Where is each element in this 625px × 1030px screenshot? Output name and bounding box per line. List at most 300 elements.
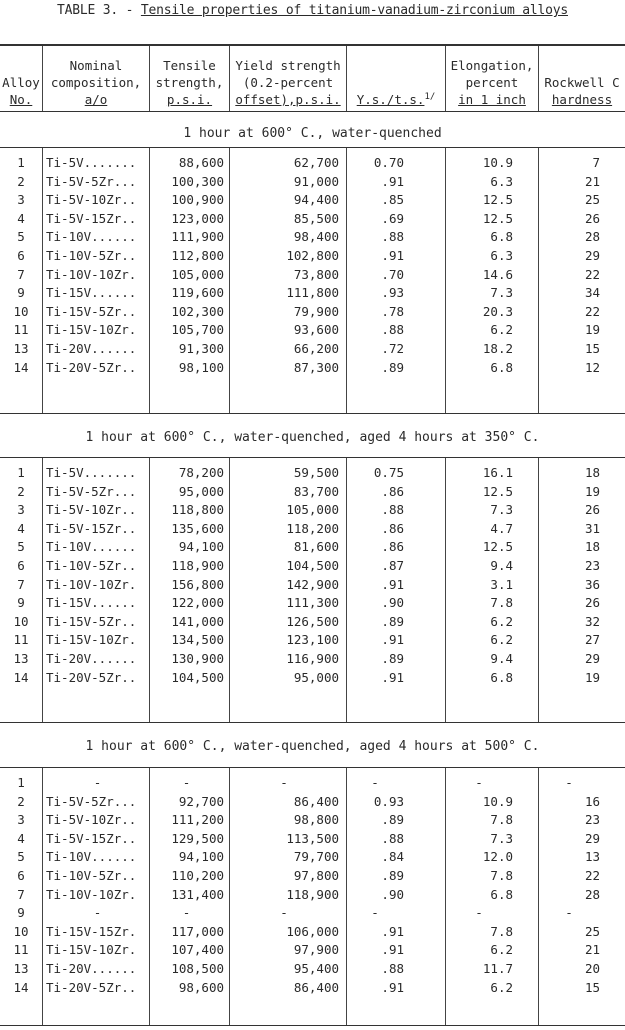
section-title: 1 hour at 600° C., water-quenched, aged 4 hours at 350° C. [85,430,540,445]
rockwell-cell: 15 [584,341,600,356]
tensile-strength-cell: 88,600 [178,155,224,170]
composition-cell: Ti-20V-5Zr.. [46,979,137,995]
tensile-strength-cell: 105,700 [171,322,224,338]
elongation-cell: 7.3 [490,502,513,518]
table-row [0,321,625,339]
table-row [0,774,625,792]
yield-strength-cell: 85,500 [293,210,339,226]
rockwell-cell: 12 [584,359,600,375]
tensile-strength-cell: 92,700 [178,793,224,809]
rockwell-cell: 19 [584,669,600,685]
composition-cell: Ti-10V-5Zr.. [46,558,137,573]
ratio-cell: .89 [381,613,404,629]
yield-strength-cell: 86,400 [293,979,339,995]
yield-strength-cell: 97,800 [293,868,339,883]
alloy-no-cell: 13 [13,341,29,356]
rockwell-cell: 29 [584,248,600,263]
tensile-strength-cell: 112,800 [171,248,224,263]
elongation-cell: 6.2 [490,322,513,338]
tensile-strength-cell: 134,500 [171,632,224,648]
table-row [0,520,625,538]
composition-cell: Ti-20V...... [46,651,137,666]
composition-cell: Ti-5V-15Zr.. [46,830,137,846]
header-line: composition, [50,75,142,90]
yield-strength-cell: 98,800 [293,812,339,828]
composition-cell: Ti-5V-5Zr... [46,173,137,189]
ratio-cell: .72 [381,341,404,356]
ratio-cell: .90 [381,886,404,902]
elongation-cell: 4.7 [490,520,513,536]
yield-strength-cell: 66,200 [293,341,339,356]
ratio-cell: .90 [381,595,404,611]
ratio-cell: - [371,775,379,790]
table-row [0,228,625,246]
table-row [0,631,625,649]
ratio-cell: .89 [381,812,404,828]
ratio-cell: .86 [381,483,404,499]
rockwell-cell: 26 [584,502,600,518]
yield-strength-cell: 95,400 [293,961,339,976]
tensile-strength-cell: 131,400 [171,886,224,902]
tensile-strength-cell: 129,500 [171,830,224,846]
section-title: 1 hour at 600° C., water-quenched, aged 4 hours at 500° C. [85,739,540,754]
rockwell-cell: 25 [584,923,600,939]
alloy-no-cell: 2 [17,793,25,809]
composition-cell: Ti-5V-10Zr.. [46,192,137,208]
composition-cell: - [93,905,102,921]
tensile-strength-cell: 123,000 [171,210,224,226]
elongation-cell: 7.3 [490,285,513,301]
tensile-strength-cell: 119,600 [171,285,224,301]
table-row [0,979,625,997]
tensile-strength-cell: 141,000 [171,613,224,629]
alloy-no-cell: 4 [17,210,25,226]
tensile-strength-cell: 100,300 [171,173,224,189]
ratio-cell: .91 [381,942,404,958]
elongation-cell: 7.8 [490,868,513,883]
yield-strength-cell: 105,000 [286,502,339,518]
header-line: Tensile [163,58,216,73]
yield-strength-cell: - [280,905,288,921]
yield-strength-cell: 111,300 [286,595,339,611]
ratio-cell: .78 [381,303,404,319]
elongation-cell: 6.2 [490,613,513,629]
alloy-no-cell: 7 [17,266,25,282]
tensile-strength-cell: 130,900 [171,651,224,666]
ratio-cell: .86 [381,520,404,536]
table-header [0,44,625,112]
elongation-cell: 12.5 [482,192,513,208]
ratio-cell: .89 [381,868,404,883]
rockwell-cell: 22 [584,868,600,883]
alloy-no-cell: 11 [13,942,29,958]
tensile-strength-cell: 104,500 [171,669,224,685]
composition-cell: Ti-20V...... [46,961,137,976]
header-line: percent [465,75,519,90]
alloy-no-cell: 9 [17,905,25,921]
ratio-cell: .88 [381,229,404,245]
composition-cell: Ti-10V-10Zr. [46,886,137,902]
elongation-cell: 9.4 [490,651,513,666]
alloy-no-cell: 5 [17,849,25,865]
table-row [0,867,625,885]
composition-cell: - [93,775,102,790]
table-row [0,538,625,556]
rockwell-cell: 22 [584,303,600,319]
tensile-strength-cell: 135,600 [171,520,224,536]
rockwell-cell: 7 [592,155,600,170]
alloy-no-cell: 3 [17,502,25,518]
ratio-cell: .91 [381,632,404,648]
tensile-strength-cell: 95,000 [178,483,224,499]
alloy-no-cell: 9 [17,285,25,301]
header-rockwell [538,46,625,111]
ratio-cell: .84 [381,849,404,865]
elongation-cell: 18.2 [482,341,513,356]
alloy-no-cell: 10 [13,613,29,629]
rockwell-cell: 15 [584,979,600,995]
composition-cell: Ti-10V-5Zr.. [46,868,137,883]
alloy-no-cell: 14 [13,359,29,375]
ratio-cell: .89 [381,651,404,666]
yield-strength-cell: 111,800 [286,285,339,301]
alloy-no-cell: 11 [13,632,29,648]
tensile-strength-cell: 122,000 [171,595,224,611]
tensile-strength-cell: 118,800 [171,502,224,518]
yield-strength-cell: 142,900 [286,576,339,592]
rockwell-cell: 36 [584,576,600,592]
table-row [0,284,625,302]
table-row [0,247,625,265]
rockwell-cell: 31 [584,520,600,536]
table-row [0,359,625,377]
composition-cell: Ti-15V-5Zr.. [46,303,137,319]
composition-cell: Ti-10V...... [46,849,137,865]
composition-cell: Ti-15V-10Zr. [46,632,137,648]
tensile-strength-cell: 111,900 [171,229,224,245]
yield-strength-cell: 97,900 [293,942,339,958]
header-line: a/o [84,92,108,107]
elongation-cell: 12.0 [482,849,513,865]
alloy-no-cell: 7 [17,886,25,902]
composition-cell: Ti-10V-5Zr.. [46,248,137,263]
yield-strength-cell: 94,400 [293,192,339,208]
elongation-cell: - [475,905,483,921]
header-line: Alloy [2,75,40,90]
tensile-strength-cell: 111,200 [171,812,224,828]
header-line: p.s.i. [166,92,213,107]
elongation-cell: 14.6 [482,266,513,282]
tensile-strength-cell: 100,900 [171,192,224,208]
alloy-no-cell: 2 [17,483,25,499]
table-section [0,457,625,723]
yield-strength-cell: 59,500 [293,465,339,480]
yield-strength-cell: 87,300 [293,359,339,375]
elongation-cell: 12.5 [482,483,513,499]
yield-strength-cell: 104,500 [286,558,339,573]
yield-strength-cell: 126,500 [286,613,339,629]
rockwell-cell: 32 [584,613,600,629]
elongation-cell: 10.9 [482,155,513,170]
yield-strength-cell: 73,800 [293,266,339,282]
tensile-strength-cell: 110,200 [171,868,224,883]
header-line: No. [9,92,33,107]
composition-cell: Ti-5V-5Zr... [46,793,137,809]
table-row [0,173,625,191]
alloy-no-cell: 5 [17,229,25,245]
header-alloy-no [0,46,42,111]
ratio-cell: .91 [381,173,404,189]
alloy-no-cell: 5 [17,539,25,555]
elongation-cell: 6.8 [490,359,513,375]
ratio-cell: .91 [381,979,404,995]
header-line [347,89,445,108]
elongation-cell: 6.3 [490,248,513,263]
header-line: (0.2-percent [242,75,334,90]
table-row [0,210,625,228]
rockwell-cell: 19 [584,322,600,338]
table-row [0,650,625,668]
elongation-cell: 11.7 [482,961,513,976]
rockwell-cell: 34 [584,285,600,301]
yield-strength-cell: 79,700 [293,849,339,865]
yield-strength-cell: 118,200 [286,520,339,536]
rockwell-cell: - [565,775,573,790]
header-line: offset),p.s.i. [235,92,341,107]
yield-strength-cell: 118,900 [286,886,339,902]
alloy-no-cell: 13 [13,651,29,666]
elongation-cell: 6.8 [490,669,513,685]
table-row [0,830,625,848]
rockwell-cell: 27 [584,632,600,648]
elongation-cell: 6.8 [490,229,513,245]
elongation-cell: 12.5 [482,210,513,226]
rockwell-cell: 25 [584,192,600,208]
ratio-cell: .85 [381,192,404,208]
ratio-cell: .89 [381,359,404,375]
composition-cell: Ti-5V-5Zr... [46,483,137,499]
table-row [0,464,625,482]
yield-strength-cell: 116,900 [286,651,339,666]
table-title-text: Tensile properties of titanium-vanadium-zirconium alloys [140,3,568,18]
tensile-strength-cell: 98,600 [178,979,224,995]
tensile-strength-cell: 91,300 [178,341,224,356]
ratio-cell: .88 [381,502,404,518]
rockwell-cell: 26 [584,595,600,611]
table-title [0,3,625,18]
ratio-cell: .88 [381,322,404,338]
yield-strength-cell: 91,000 [293,173,339,189]
yield-strength-cell: - [280,775,288,790]
header-line: Yield strength [235,58,341,73]
alloy-no-cell: 6 [17,868,25,883]
yield-strength-cell: 83,700 [293,483,339,499]
header-line: strength, [155,75,224,90]
rockwell-cell: 19 [584,483,600,499]
ratio-label: Y.s./t.s. [356,92,425,107]
rockwell-cell: 28 [584,229,600,245]
header-tensile-strength [149,46,229,111]
yield-strength-cell: 81,600 [293,539,339,555]
table-row [0,669,625,687]
alloy-no-cell: 11 [13,322,29,338]
tensile-strength-cell: 117,000 [171,923,224,939]
rockwell-cell: 16 [584,793,600,809]
composition-cell: Ti-15V...... [46,595,137,611]
table-row [0,557,625,575]
table-row [0,594,625,612]
header-yield-strength [229,46,346,111]
header-ratio [346,46,445,111]
table-row [0,848,625,866]
alloy-no-cell: 4 [17,520,25,536]
composition-cell: Ti-20V-5Zr.. [46,359,137,375]
yield-strength-cell: 102,800 [286,248,339,263]
table-row [0,501,625,519]
tensile-strength-cell: 108,500 [171,961,224,976]
tensile-strength-cell: 107,400 [171,942,224,958]
elongation-cell: - [475,775,483,790]
ratio-cell: .91 [381,576,404,592]
table-row [0,960,625,978]
ratio-cell: .88 [381,830,404,846]
elongation-cell: 20.3 [482,303,513,319]
tensile-strength-cell: - [182,905,191,921]
table-title-prefix: TABLE 3. - [57,3,141,18]
composition-cell: Ti-5V-15Zr.. [46,210,137,226]
alloy-no-cell: 6 [17,248,25,263]
composition-cell: Ti-15V-10Zr. [46,322,137,338]
ratio-cell: .93 [381,285,404,301]
table-row [0,483,625,501]
table-row [0,191,625,209]
composition-cell: Ti-10V-10Zr. [46,576,137,592]
rockwell-cell: - [565,905,573,921]
yield-strength-cell: 93,600 [293,322,339,338]
header-line: hardness [551,92,613,107]
ratio-cell: .91 [381,248,404,263]
yield-strength-cell: 62,700 [293,155,339,170]
alloy-no-cell: 9 [17,595,25,611]
ratio-cell: .70 [381,266,404,282]
alloy-no-cell: 2 [17,173,25,189]
ratio-cell: - [371,905,379,921]
alloy-no-cell: 14 [13,669,29,685]
tensile-strength-cell: - [182,775,191,790]
yield-strength-cell: 113,500 [286,830,339,846]
alloy-no-cell: 1 [17,155,25,170]
table-row [0,811,625,829]
header-line: Rockwell C [544,75,620,90]
footnote-ref: 1/ [424,91,436,102]
tensile-strength-cell: 105,000 [171,266,224,282]
composition-cell: Ti-15V-15Zr. [46,923,137,939]
yield-strength-cell: 79,900 [293,303,339,319]
ratio-cell: 0.75 [373,465,404,480]
table-section [0,147,625,414]
table-row [0,941,625,959]
tensile-strength-cell: 118,900 [171,558,224,573]
ratio-cell: 0.93 [373,793,404,809]
table-section [0,767,625,1026]
yield-strength-cell: 123,100 [286,632,339,648]
elongation-cell: 3.1 [490,576,513,592]
ratio-cell: .88 [381,961,404,976]
elongation-cell: 7.8 [490,595,513,611]
elongation-cell: 6.3 [490,173,513,189]
ratio-cell: .91 [381,923,404,939]
tensile-strength-cell: 98,100 [178,359,224,375]
alloy-no-cell: 6 [17,558,25,573]
header-line: Nominal [69,58,123,73]
header-elongation [445,46,538,111]
table-row [0,793,625,811]
rockwell-cell: 20 [584,961,600,976]
composition-cell: Ti-10V...... [46,229,137,245]
composition-cell: Ti-15V-5Zr.. [46,613,137,629]
elongation-cell: 6.2 [490,942,513,958]
rockwell-cell: 28 [584,886,600,902]
elongation-cell: 16.1 [482,465,513,480]
table-row [0,576,625,594]
rockwell-cell: 22 [584,266,600,282]
alloy-no-cell: 7 [17,576,25,592]
elongation-cell: 7.3 [490,830,513,846]
yield-strength-cell: 98,400 [293,229,339,245]
tensile-strength-cell: 94,100 [178,539,224,555]
yield-strength-cell: 106,000 [286,923,339,939]
header-line: Elongation, [450,58,534,73]
composition-cell: Ti-20V-5Zr.. [46,669,137,685]
alloy-no-cell: 10 [13,923,29,939]
tensile-strength-cell: 102,300 [171,303,224,319]
rockwell-cell: 21 [584,942,600,958]
rockwell-cell: 29 [584,651,600,666]
yield-strength-cell: 86,400 [293,793,339,809]
elongation-cell: 6.2 [490,632,513,648]
elongation-cell: 10.9 [482,793,513,809]
tensile-strength-cell: 78,200 [178,465,224,480]
header-composition [42,46,149,111]
composition-cell: Ti-5V....... [46,465,137,480]
elongation-cell: 7.8 [490,812,513,828]
table-row [0,886,625,904]
alloy-no-cell: 10 [13,303,29,319]
alloy-no-cell: 3 [17,192,25,208]
composition-cell: Ti-15V-10Zr. [46,942,137,958]
table-row [0,266,625,284]
alloy-no-cell: 1 [17,775,25,790]
alloy-no-cell: 13 [13,961,29,976]
alloy-no-cell: 3 [17,812,25,828]
table-row [0,923,625,941]
tensile-strength-cell: 94,100 [178,849,224,865]
elongation-cell: 12.5 [482,539,513,555]
ratio-cell: .91 [381,669,404,685]
tensile-strength-cell: 156,800 [171,576,224,592]
rockwell-cell: 13 [584,849,600,865]
rockwell-cell: 18 [584,539,600,555]
table-row [0,904,625,922]
table-row [0,154,625,172]
elongation-cell: 9.4 [490,558,513,573]
composition-cell: Ti-10V-10Zr. [46,266,137,282]
rockwell-cell: 23 [584,812,600,828]
alloy-no-cell: 4 [17,830,25,846]
table-row [0,340,625,358]
composition-cell: Ti-5V....... [46,155,137,170]
composition-cell: Ti-10V...... [46,539,137,555]
